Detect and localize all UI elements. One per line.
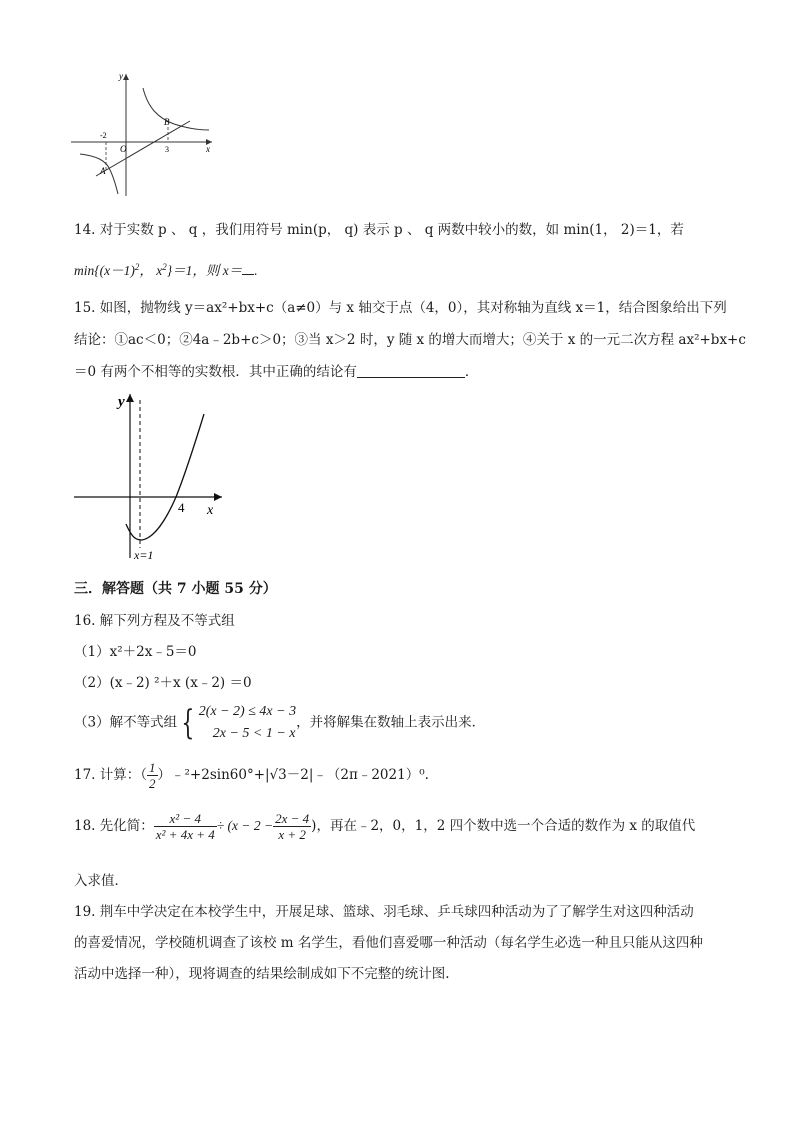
q19-line3: 活动中选择一种），现将调查的结果绘制成如下不完整的统计图. — [74, 966, 450, 982]
q16-part2: （2）(x﹣2) ²＋x (x﹣2) ＝0 — [74, 675, 252, 691]
q16-part1: （1）x²＋2x﹣5＝0 — [74, 644, 197, 660]
graph1-tick-3: 3 — [165, 145, 169, 154]
q18-f2-den: x + 2 — [278, 827, 306, 842]
q14-part-c: }＝1，则 x＝ — [166, 263, 243, 278]
q14-end: . — [254, 263, 258, 278]
q17-frac-den: 2 — [149, 776, 156, 791]
q14-sup-a: 2 — [134, 262, 140, 272]
q18-f2-num: 2x − 4 — [275, 811, 310, 826]
graph2-axis-label: x=1 — [134, 548, 154, 562]
q15-answer-blank[interactable] — [357, 365, 465, 378]
graph1-tick-neg2: -2 — [100, 131, 107, 140]
graph1-y-label: y — [119, 71, 123, 81]
graph2-x-label: x — [207, 503, 214, 518]
parabola-graph — [70, 390, 230, 565]
q14-answer-blank[interactable] — [242, 264, 254, 275]
q15-line3-wrap — [74, 360, 478, 380]
q19-line2: 的喜爱情况，学校随机调查了该校 m 名学生，看他们喜爱哪一种活动（每名学生必选一种且只能从这四种 — [74, 935, 703, 951]
graph2-tick-4: 4 — [178, 500, 185, 515]
q17-pre: 17. 计算：（ — [74, 767, 148, 783]
q16-part3-pre: （3）解不等式组 — [74, 714, 178, 731]
q16-inequality-system — [199, 701, 296, 745]
q14-line2 — [74, 259, 258, 279]
graph1-origin-label: O — [120, 144, 127, 154]
q16-ineq1: 2(x − 2) ≤ 4x − 3 — [198, 704, 297, 719]
q17-fraction — [147, 760, 158, 791]
q18-post: )，再在﹣2，0，1，2 四个数中选一个合适的数作为 x 的取值代 — [311, 818, 696, 834]
q17-line — [74, 760, 429, 791]
q16-part3 — [74, 701, 485, 745]
graph2-y-label: y — [118, 394, 125, 410]
q18-fraction2 — [273, 811, 311, 842]
graph1-x-label: x — [206, 144, 210, 154]
q15-line3: ＝0 有两个不相等的实数根．其中正确的结论有 — [74, 364, 357, 380]
q15-end: ． — [464, 364, 479, 380]
q18-line2: 入求值． — [74, 873, 128, 889]
q18-fraction1 — [154, 811, 217, 842]
q15-line1: 15. 如图，抛物线 y＝ax²+bx+c（a≠0）与 x 轴交于点（4，0），其对称轴为直线 x＝1，结合图象给出下列 — [74, 300, 727, 316]
q15-line2: 结论：①ac＜0；②4a﹣2b+c＞0；③当 x＞2 时，y 随 x 的增大而增大；④关于 x 的一元二次方程 ax²+bx+c — [74, 332, 746, 348]
q16-ineq2: 2x − 5 < 1 − x — [212, 726, 296, 741]
q16-part3-post: ，并将解集在数轴上表示出来． — [296, 714, 486, 731]
q18-pre: 18. 先化简： — [74, 818, 154, 834]
q14-sup-b: 2 — [162, 262, 167, 272]
hyperbola-line-graph — [66, 70, 216, 200]
graph1-point-b: B — [164, 117, 170, 127]
q18-mid: ÷ (x − 2 − — [216, 818, 274, 833]
q18-line1 — [74, 811, 695, 842]
q18-f1-num: x² − 4 — [154, 811, 217, 827]
q18-f1-den: x² + 4x + 4 — [155, 827, 215, 842]
q19-line1: 19. 荆车中学决定在本校学生中，开展足球、篮球、羽毛球、乒乓球四种活动为了了解学生对这四种活动 — [74, 904, 694, 920]
q17-frac-num: 1 — [149, 760, 156, 775]
q14-part-b: ， x — [139, 263, 163, 278]
q16-title: 16. 解下列方程及不等式组 — [74, 613, 235, 629]
q17-post: ）﹣²+2sin60°+|√3－2|﹣（2π﹣2021）⁰. — [157, 767, 429, 783]
q14-part-a: min{(x－1) — [74, 263, 135, 278]
graph1-point-a: A — [100, 166, 106, 176]
section-3-heading: 三．解答题（共 7 小题 55 分） — [74, 581, 277, 597]
q16-brace: { — [181, 703, 195, 743]
q14-line1: 14. 对于实数 p 、 q ，我们用符号 min(p， q) 表示 p 、 q 两数中较小的数，如 min(1， 2)＝1，若 — [74, 222, 684, 238]
